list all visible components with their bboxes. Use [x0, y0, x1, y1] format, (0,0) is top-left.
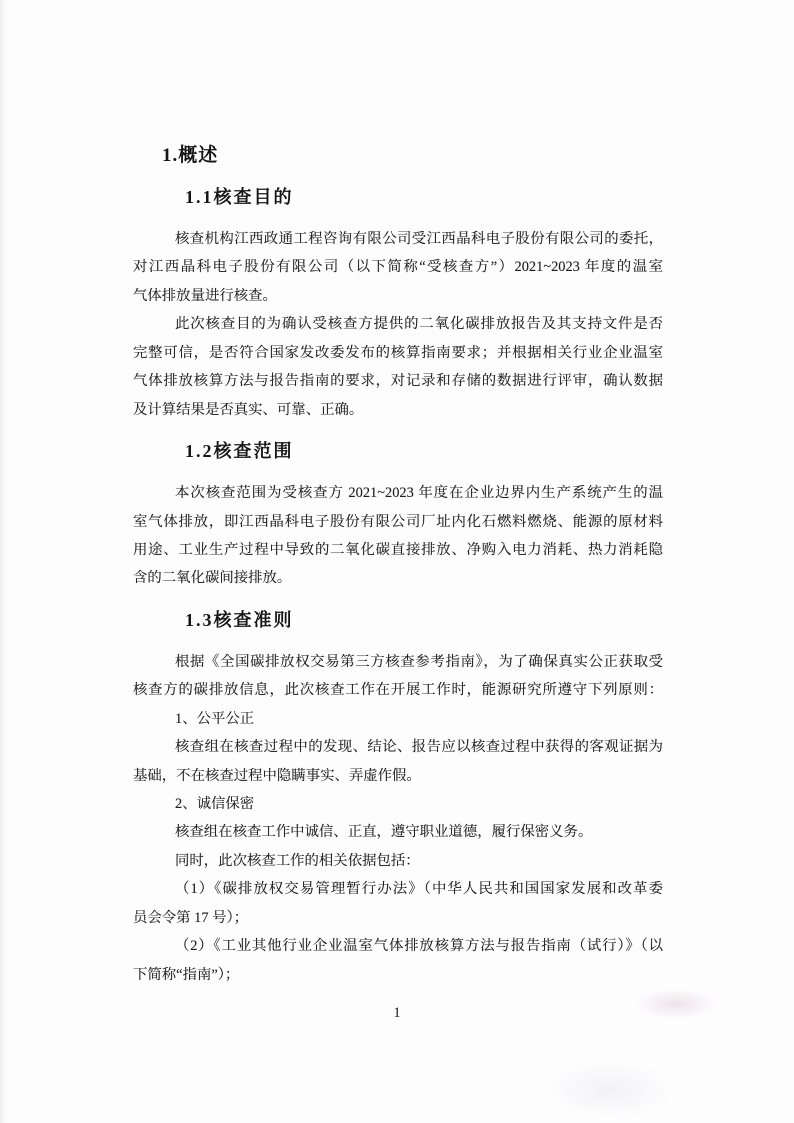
- body-text-line: 含的二氧化碳间接排放。: [133, 570, 292, 587]
- body-text-line: 气体排放量进行核查。: [133, 287, 277, 304]
- body-text-line: 核查机构江西政通工程咨询有限公司受江西晶科电子股份有限公司的委托，: [175, 231, 663, 247]
- body-text-line: 根据《全国碳排放权交易第三方核查参考指南》，为了确保真实公正获取受: [175, 653, 663, 670]
- body-text-line: 本次核查范围为受核查方 2021~2023 年度在企业边界内生产系统产生的温: [175, 485, 663, 502]
- heading-verification-scope: 1.2核查范围: [185, 441, 294, 462]
- body-text-line: 核查组在核查过程中的发现、结论、报告应以核查过程中获得的客观证据为: [175, 739, 663, 756]
- heading-verification-purpose: 1.1核查目的: [185, 187, 294, 207]
- body-text-line: 及计算结果是否真实、可靠、正确。: [133, 401, 364, 418]
- body-text-line: 室气体排放，即江西晶科电子股份有限公司厂址内化石燃料燃烧、能源的原材料: [133, 513, 663, 530]
- body-text-line: 核查方的碳排放信息，此次核查工作在开展工作时，能源研究所遵守下列原则：: [133, 682, 663, 699]
- list-item-reference-2: （2）《工业其他行业企业温室气体排放核算方法与报告指南（试行）》（以: [175, 938, 663, 955]
- body-text-line: 核查组在核查工作中诚信、正直，遵守职业道德，履行保密义务。: [175, 824, 593, 841]
- page-number: 1: [393, 1005, 401, 1021]
- document-content: [133, 143, 663, 989]
- list-item-principle-2: 2、诚信保密: [175, 796, 255, 812]
- body-text-line: 用途、工业生产过程中导致的二氧化碳直接排放、净购入电力消耗、热力消耗隐: [133, 541, 663, 558]
- heading-overview: 1.概述: [162, 145, 219, 166]
- body-text-line: 同时，此次核查工作的相关依据包括：: [175, 852, 420, 869]
- body-text-line: 气体排放核算方法与报告指南的要求，对记录和存储的数据进行评审，确认数据: [133, 373, 663, 390]
- body-text-line: 员会令第 17 号）；: [133, 909, 249, 926]
- heading-verification-criteria: 1.3核查准则: [185, 609, 294, 630]
- body-text-line: 完整可信，是否符合国家发改委发布的核算指南要求；并根据相关行业企业温室: [133, 344, 663, 361]
- body-text-line: 此次核查目的为确认受核查方提供的二氧化碳排放报告及其支持文件是否: [175, 316, 663, 333]
- body-text-line: 下简称“指南”）；: [133, 966, 240, 983]
- body-text-line: 基础，不在核查过程中隐瞒事实、弄虚作假。: [133, 767, 421, 784]
- list-item-principle-1: 1、公平公正: [175, 710, 255, 727]
- list-item-reference-1: （1）《碳排放权交易管理暂行办法》（中华人民共和国国家发展和改革委: [175, 881, 663, 898]
- body-text-line: 对江西晶科电子股份有限公司（以下简称“受核查方”）2021~2023 年度的温室: [133, 259, 663, 276]
